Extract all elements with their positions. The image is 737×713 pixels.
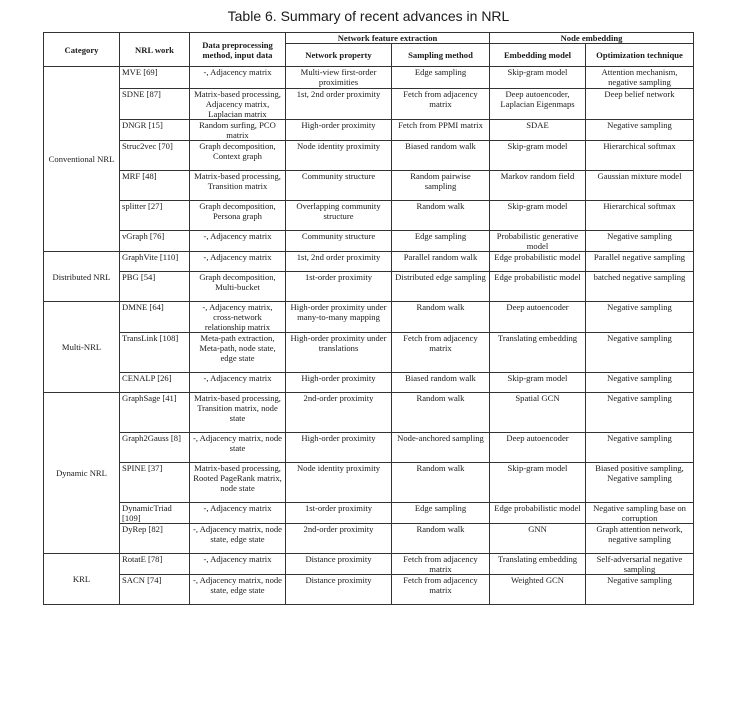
preprocessing-cell: Matrix-based processing, Transition matrix [190,171,286,201]
embedding-model-cell: Spatial GCN [490,393,586,433]
embedding-model-cell: GNN [490,524,586,554]
network-property-cell: High-order proximity under many-to-many mapping [286,302,392,333]
sampling-method-cell: Random walk [392,393,490,433]
nrl-work-cell: SACN [74] [120,575,190,605]
sampling-method-cell: Edge sampling [392,231,490,252]
embedding-model-cell: Edge probabilistic model [490,272,586,302]
sampling-method-cell: Fetch from adjacency matrix [392,89,490,120]
sampling-method-cell: Edge sampling [392,67,490,89]
optimization-cell: Negative sampling [586,333,694,373]
network-property-cell: 1st-order proximity [286,272,392,302]
optimization-cell: Attention mechanism, negative sampling [586,67,694,89]
optimization-cell: Negative sampling [586,302,694,333]
sampling-method-cell: Fetch from adjacency matrix [392,575,490,605]
header-network-feature-extraction: Network feature extraction [286,33,490,44]
header-optimization-technique: Optimization technique [586,44,694,67]
nrl-work-cell: RotatE [78] [120,554,190,575]
optimization-cell: Negative sampling [586,120,694,141]
sampling-method-cell: Biased random walk [392,141,490,171]
header-preprocessing: Data preprocessing method, input data [190,33,286,67]
nrl-summary-table [43,32,694,605]
optimization-cell: batched negative sampling [586,272,694,302]
optimization-cell: Negative sampling [586,575,694,605]
table-row [44,252,694,272]
table-row [44,524,694,554]
preprocessing-cell: -, Adjacency matrix [190,373,286,393]
table-row [44,575,694,605]
header-embedding-model: Embedding model [490,44,586,67]
table-row [44,201,694,231]
embedding-model-cell: SDAE [490,120,586,141]
embedding-model-cell: Skip-gram model [490,141,586,171]
nrl-work-cell: DyRep [82] [120,524,190,554]
sampling-method-cell: Fetch from PPMI matrix [392,120,490,141]
optimization-cell: Self-adversarial negative sampling [586,554,694,575]
preprocessing-cell: Graph decomposition, Persona graph [190,201,286,231]
category-cell: Conventional NRL [44,67,120,252]
nrl-work-cell: MRF [48] [120,171,190,201]
optimization-cell: Hierarchical softmax [586,201,694,231]
network-property-cell: High-order proximity [286,433,392,463]
preprocessing-cell: Matrix-based processing, Transition matrix, node state [190,393,286,433]
embedding-model-cell: Deep autoencoder [490,302,586,333]
preprocessing-cell: Random surfing, PCO matrix [190,120,286,141]
header-nrl-work: NRL work [120,33,190,67]
embedding-model-cell: Deep autoencoder, Laplacian Eigenmaps [490,89,586,120]
table-row [44,272,694,302]
preprocessing-cell: Graph decomposition, Context graph [190,141,286,171]
network-property-cell: 1st-order proximity [286,503,392,524]
nrl-work-cell: Graph2Gauss [8] [120,433,190,463]
category-cell: Multi-NRL [44,302,120,393]
optimization-cell: Parallel negative sampling [586,252,694,272]
network-property-cell: Community structure [286,231,392,252]
sampling-method-cell: Edge sampling [392,503,490,524]
nrl-work-cell: PBG [54] [120,272,190,302]
embedding-model-cell: Edge probabilistic model [490,503,586,524]
table-row [44,393,694,433]
sampling-method-cell: Distributed edge sampling [392,272,490,302]
nrl-work-cell: SDNE [87] [120,89,190,120]
table-row [44,231,694,252]
sampling-method-cell: Fetch from adjacency matrix [392,554,490,575]
embedding-model-cell: Probabilistic generative model [490,231,586,252]
preprocessing-cell: -, Adjacency matrix [190,252,286,272]
embedding-model-cell: Skip-gram model [490,67,586,89]
category-cell: Distributed NRL [44,252,120,302]
optimization-cell: Negative sampling [586,393,694,433]
preprocessing-cell: -, Adjacency matrix [190,554,286,575]
table-row [44,120,694,141]
optimization-cell: Negative sampling [586,433,694,463]
network-property-cell: 1st, 2nd order proximity [286,89,392,120]
nrl-work-cell: TransLink [108] [120,333,190,373]
preprocessing-cell: -, Adjacency matrix, node state, edge state [190,524,286,554]
optimization-cell: Negative sampling [586,373,694,393]
preprocessing-cell: Matrix-based processing, Rooted PageRank matrix, node state [190,463,286,503]
embedding-model-cell: Translating embedding [490,333,586,373]
nrl-work-cell: CENALP [26] [120,373,190,393]
optimization-cell: Gaussian mixture model [586,171,694,201]
sampling-method-cell: Fetch from adjacency matrix [392,333,490,373]
network-property-cell: 2nd-order proximity [286,393,392,433]
optimization-cell: Deep belief network [586,89,694,120]
optimization-cell: Negative sampling base on corruption [586,503,694,524]
preprocessing-cell: -, Adjacency matrix [190,231,286,252]
table-row [44,554,694,575]
sampling-method-cell: Parallel random walk [392,252,490,272]
nrl-work-cell: GraphSage [41] [120,393,190,433]
preprocessing-cell: -, Adjacency matrix, cross-network relationship matrix [190,302,286,333]
network-property-cell: High-order proximity under translations [286,333,392,373]
network-property-cell: Node identity proximity [286,141,392,171]
network-property-cell: High-order proximity [286,373,392,393]
nrl-work-cell: DNGR [15] [120,120,190,141]
nrl-work-cell: vGraph [76] [120,231,190,252]
table-caption: Table 6. Summary of recent advances in NRL [227,8,510,24]
embedding-model-cell: Weighted GCN [490,575,586,605]
sampling-method-cell: Biased random walk [392,373,490,393]
header-node-embedding: Node embedding [490,33,694,44]
table-row [44,373,694,393]
network-property-cell: High-order proximity [286,120,392,141]
sampling-method-cell: Node-anchored sampling [392,433,490,463]
preprocessing-cell: -, Adjacency matrix, node state [190,433,286,463]
network-property-cell: 1st, 2nd order proximity [286,252,392,272]
embedding-model-cell: Skip-gram model [490,463,586,503]
preprocessing-cell: -, Adjacency matrix [190,67,286,89]
network-property-cell: Community structure [286,171,392,201]
embedding-model-cell: Skip-gram model [490,201,586,231]
embedding-model-cell: Deep autoencoder [490,433,586,463]
table-row [44,89,694,120]
preprocessing-cell: Meta-path extraction, Meta-path, node state, edge state [190,333,286,373]
network-property-cell: Overlapping community structure [286,201,392,231]
table-row [44,67,694,89]
sampling-method-cell: Random walk [392,463,490,503]
optimization-cell: Graph attention network, negative sampling [586,524,694,554]
table-body [44,67,694,605]
network-property-cell: 2nd-order proximity [286,524,392,554]
sampling-method-cell: Random walk [392,302,490,333]
sampling-method-cell: Random walk [392,524,490,554]
network-property-cell: Multi-view first-order proximities [286,67,392,89]
embedding-model-cell: Translating embedding [490,554,586,575]
sampling-method-cell: Random pairwise sampling [392,171,490,201]
table-row [44,503,694,524]
nrl-work-cell: splitter [27] [120,201,190,231]
preprocessing-cell: Matrix-based processing, Adjacency matrix, Laplacian matrix [190,89,286,120]
header-category: Category [44,33,120,67]
table-row [44,433,694,463]
network-property-cell: Distance proximity [286,575,392,605]
preprocessing-cell: Graph decomposition, Multi-bucket [190,272,286,302]
table-row [44,463,694,503]
optimization-cell: Hierarchical softmax [586,141,694,171]
header-network-property: Network property [286,44,392,67]
header-sampling-method: Sampling method [392,44,490,67]
network-property-cell: Distance proximity [286,554,392,575]
embedding-model-cell: Skip-gram model [490,373,586,393]
category-cell: KRL [44,554,120,605]
preprocessing-cell: -, Adjacency matrix [190,503,286,524]
table-row [44,333,694,373]
nrl-work-cell: DynamicTriad [109] [120,503,190,524]
embedding-model-cell: Markov random field [490,171,586,201]
optimization-cell: Biased positive sampling, Negative sampling [586,463,694,503]
nrl-work-cell: MVE [69] [120,67,190,89]
table-row [44,302,694,333]
table-row [44,141,694,171]
nrl-work-cell: GraphVite [110] [120,252,190,272]
table-row [44,171,694,201]
nrl-work-cell: Struc2vec [70] [120,141,190,171]
network-property-cell: Node identity proximity [286,463,392,503]
embedding-model-cell: Edge probabilistic model [490,252,586,272]
sampling-method-cell: Random walk [392,201,490,231]
category-cell: Dynamic NRL [44,393,120,554]
preprocessing-cell: -, Adjacency matrix, node state, edge state [190,575,286,605]
nrl-work-cell: DMNE [64] [120,302,190,333]
optimization-cell: Negative sampling [586,231,694,252]
nrl-work-cell: SPINE [37] [120,463,190,503]
